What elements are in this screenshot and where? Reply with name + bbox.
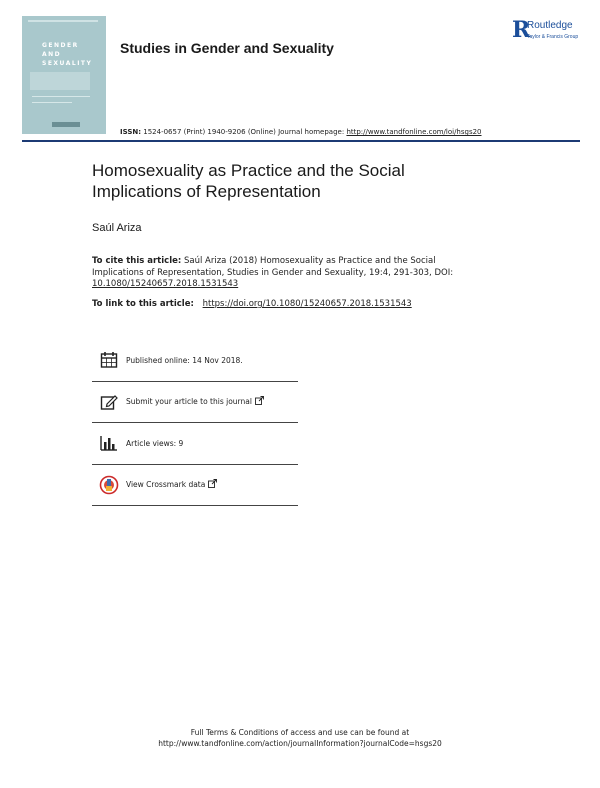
external-link-icon	[255, 396, 264, 407]
publisher-logo[interactable]	[512, 18, 598, 46]
external-link-icon	[208, 479, 217, 490]
article-doi-url[interactable]: https://doi.org/10.1080/15240657.2018.1531543	[202, 299, 412, 309]
cover-publisher-mark	[52, 122, 80, 127]
published-online-text: Published online: 14 Nov 2018.	[126, 355, 243, 365]
crossmark-row[interactable]	[92, 465, 298, 507]
citation-block	[92, 256, 472, 279]
journal-cover-image	[22, 16, 106, 134]
article-title: Homosexuality as Practice and the Social Implications of Representation	[92, 161, 405, 201]
published-online-row	[92, 340, 298, 382]
journal-homepage-link[interactable]: http://www.tandfonline.com/loi/hsgs20	[346, 128, 482, 136]
bar-chart-icon	[98, 432, 120, 454]
footer-terms-link[interactable]: http://www.tandfonline.com/action/journalInformation?journalCode=hsgs20	[158, 739, 442, 748]
crossmark-text[interactable]: View Crossmark data	[126, 480, 206, 490]
terms-footer	[0, 727, 600, 749]
citation-label: To cite this article:	[92, 256, 182, 266]
calendar-icon	[98, 349, 120, 371]
edit-icon	[98, 391, 120, 413]
article-views-row	[92, 423, 298, 465]
publisher-name: Routledge	[527, 20, 573, 31]
header-divider	[22, 140, 580, 142]
cover-word: SEXUALITY	[42, 60, 93, 67]
issn-text: 1524-0657 (Print) 1940-9206 (Online) Journal homepage:	[143, 128, 345, 136]
article-link-row	[92, 299, 412, 309]
citation-text: Saúl Ariza (2018) Homosexuality as Practice and the Social Implications of Representation, Studies in Gender and Sexuality, 19:4, 291-303, DOI:	[92, 256, 454, 278]
cover-decoration	[28, 20, 98, 22]
submit-article-text[interactable]: Submit your article to this journal	[126, 397, 252, 407]
footer-line-1: Full Terms & Conditions of access and use can be found at	[190, 728, 410, 737]
cover-word: GENDER	[42, 42, 79, 49]
issn-label: ISSN:	[120, 128, 142, 136]
issn-line	[120, 128, 482, 136]
submit-article-row[interactable]	[92, 382, 298, 424]
cover-word: AND	[42, 51, 62, 58]
routledge-logo-icon: R	[512, 17, 531, 43]
article-info-list	[92, 340, 298, 506]
article-author[interactable]: Saúl Ariza	[92, 222, 142, 234]
link-label: To link to this article:	[92, 299, 194, 309]
publisher-tagline: Taylor & Francis Group	[527, 34, 579, 40]
citation-doi-link[interactable]: 10.1080/15240657.2018.1531543	[92, 279, 239, 289]
article-views-text: Article views: 9	[126, 438, 184, 448]
crossmark-icon	[98, 474, 120, 496]
cover-decoration	[32, 102, 72, 103]
cover-decoration	[30, 72, 90, 90]
cover-decoration	[32, 96, 90, 97]
journal-title[interactable]: Studies in Gender and Sexuality	[120, 40, 334, 56]
